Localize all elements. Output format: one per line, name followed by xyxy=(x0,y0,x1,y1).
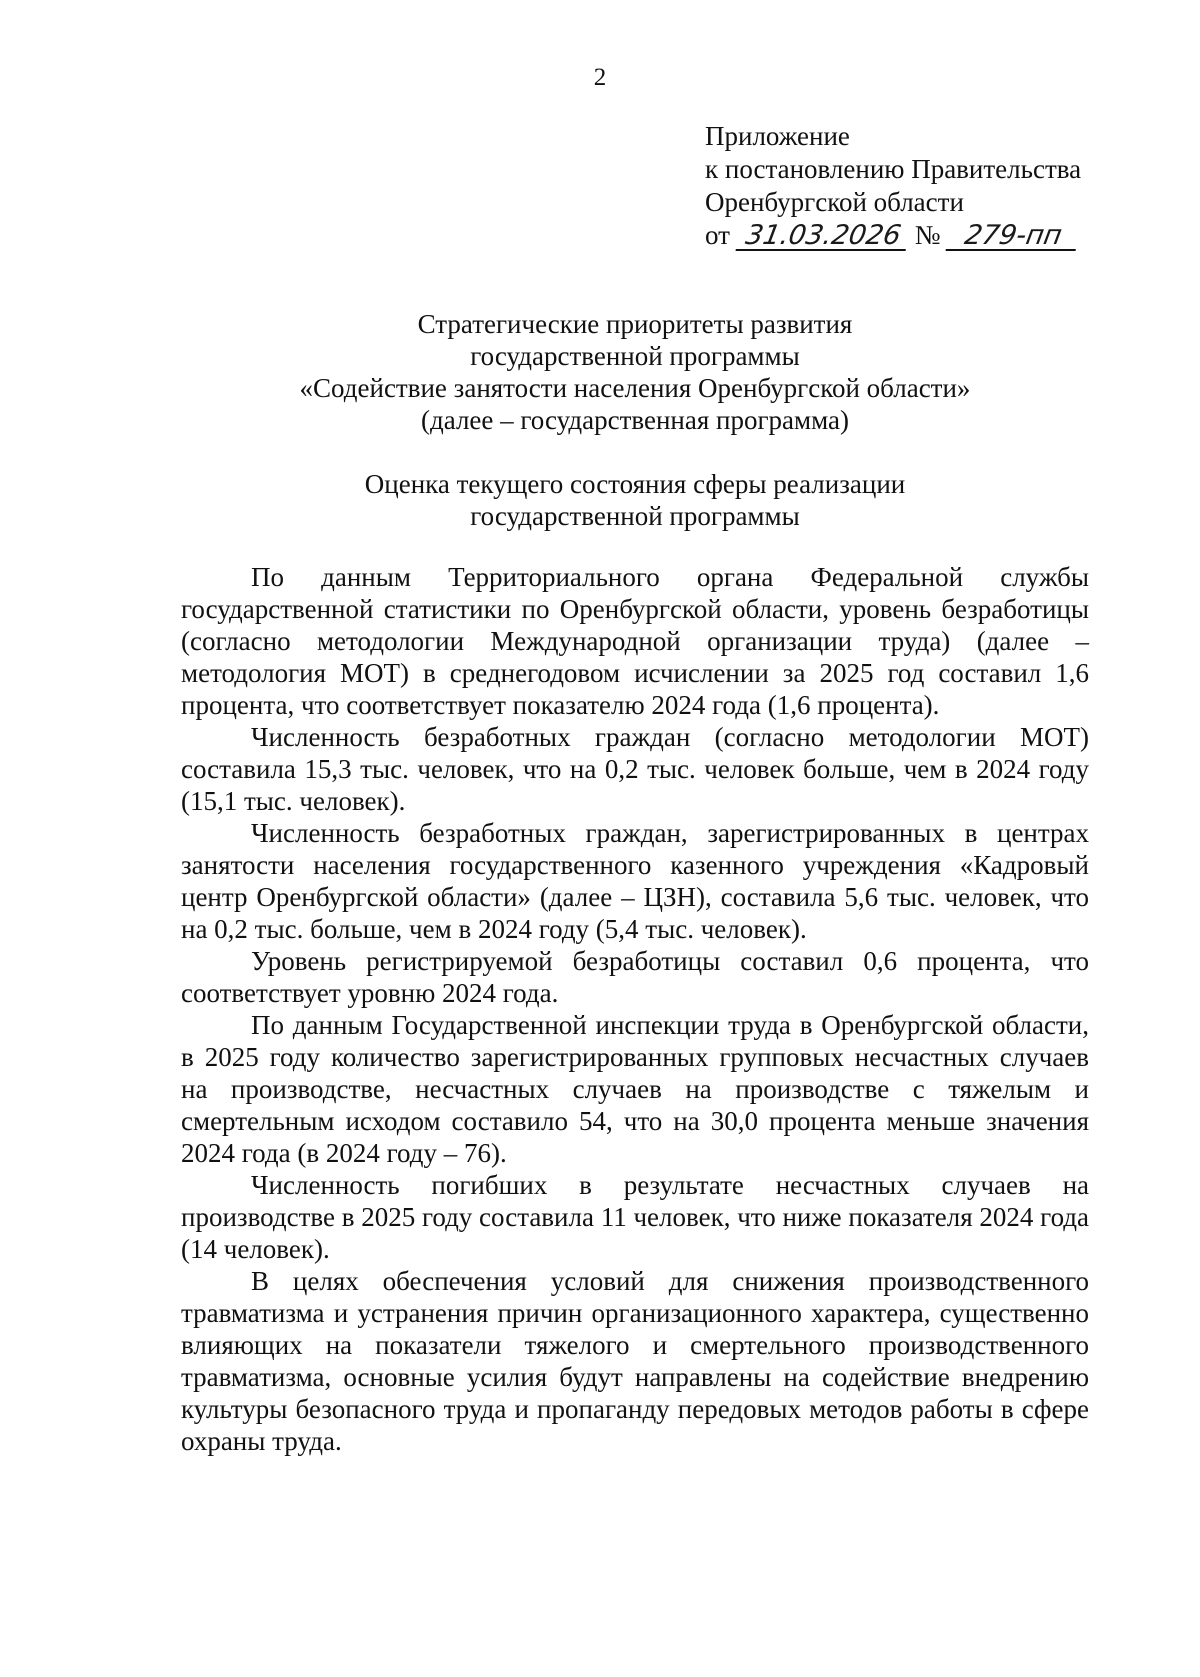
appendix-line-2: к постановлению Правительства xyxy=(705,154,1082,184)
paragraph: По данным Государственной инспекции труда в Оренбургской области, в 2025 году количество зарегистрированных групповых несчастных случаев на производстве, несчастных случаев на производстве с тяжелым и смертельным исходом составило 54, что на 30,0 процента меньше значения 2024 года (в 2024 году – 76). xyxy=(181,1010,1089,1168)
title-line-3: «Содействие занятости населения Оренбургской области» xyxy=(299,373,971,403)
subtitle-line-1: Оценка текущего состояния сферы реализации xyxy=(364,469,906,499)
appendix-date-line xyxy=(705,219,1175,252)
document-body xyxy=(181,561,1089,1457)
paragraph: Уровень регистрируемой безработицы составил 0,6 процента, что соответствует уровню 2024 года. xyxy=(181,946,1089,1008)
page-number: 2 xyxy=(593,64,607,91)
paragraph: В целях обеспечения условий для снижения производственного травматизма и устранения причин организационного характера, существенно влияющих на показатели тяжелого и смертельного производственного травматизма, основные усилия будут направлены на содействие внедрению культуры безопасного труда и пропаганду передовых методов работы в сфере охраны труда. xyxy=(181,1266,1089,1456)
subtitle-line-2: государственной программы xyxy=(470,501,800,531)
number-prefix: № xyxy=(914,220,941,250)
paragraph: Численность безработных граждан, зарегистрированных в центрах занятости населения государственного казенного учреждения «Кадровый центр Оренбургской области» (далее – ЦЗН), составила 5,6 тыс. человек, что на 0,2 тыс. больше, чем в 2024 году (5,4 тыс. человек). xyxy=(181,818,1089,944)
title-line-1: Стратегические приоритеты развития xyxy=(417,309,853,339)
title-line-2: государственной программы xyxy=(470,341,800,371)
handwritten-number: 279-пп xyxy=(946,223,1081,251)
handwritten-date: 31.03.2026 xyxy=(735,223,910,251)
document-title xyxy=(180,308,1090,436)
paragraph: Численность безработных граждан (согласно методологии МОТ) составила 15,3 тыс. человек, что на 0,2 тыс. человек больше, чем в 2024 году (15,1 тыс. человек). xyxy=(181,722,1089,816)
section-heading xyxy=(180,468,1090,532)
appendix-header xyxy=(705,120,1175,252)
appendix-line-1: Приложение xyxy=(705,121,850,151)
title-line-4: (далее – государственная программа) xyxy=(421,405,849,435)
appendix-line-3: Оренбургской области xyxy=(705,187,964,217)
paragraph: По данным Территориального органа Федеральной службы государственной статистики по Оренбургской области, уровень безработицы (согласно методологии Международной организации труда) (далее – методология МОТ) в среднегодовом исчислении за 2025 год составил 1,6 процента, что соответствует показателю 2024 года (1,6 процента). xyxy=(181,562,1089,720)
date-prefix: от xyxy=(705,220,730,250)
paragraph: Численность погибших в результате несчастных случаев на производстве в 2025 году составила 11 человек, что ниже показателя 2024 года (14 человек). xyxy=(181,1170,1090,1264)
